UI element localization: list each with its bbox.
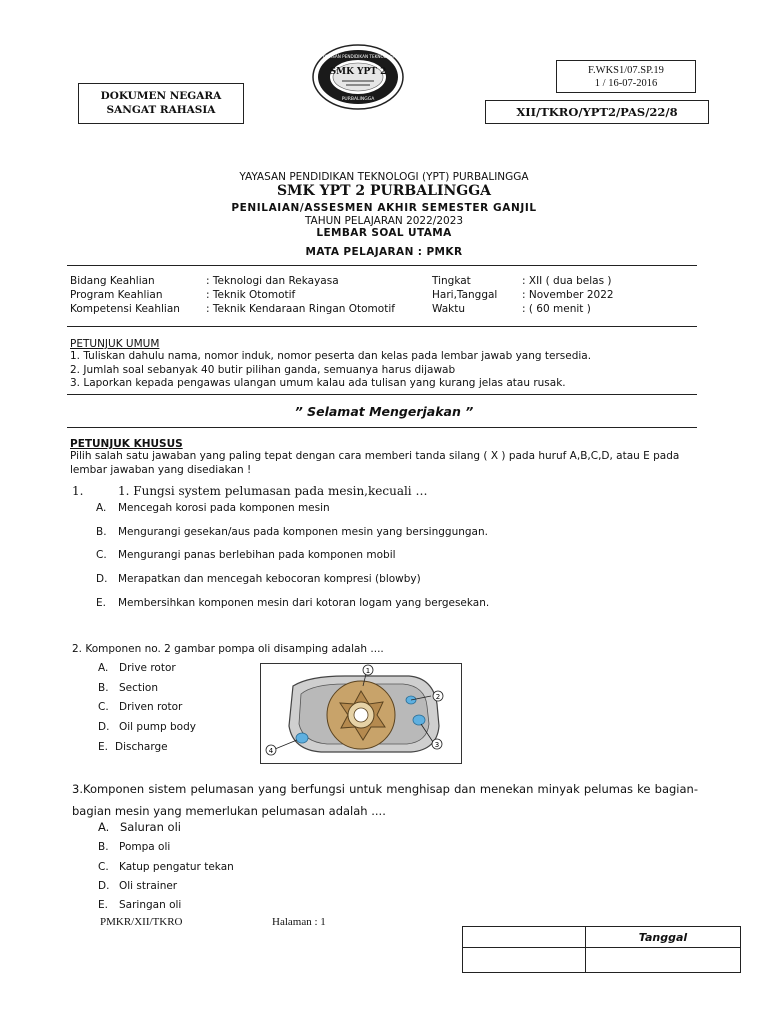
svg-text:PURBALINGGA: PURBALINGGA xyxy=(341,97,375,102)
divider xyxy=(67,394,697,395)
svg-text:YAYASAN PENDIDIKAN TEKNOLOGI: YAYASAN PENDIDIKAN TEKNOLOGI xyxy=(322,54,394,59)
q1-option-c[interactable]: C. Mengurangi panas berlebihan pada komponen mobil xyxy=(96,549,396,561)
school-name: SMK YPT 2 PURBALINGGA xyxy=(276,183,492,199)
info-label: Waktu xyxy=(432,303,465,315)
q3-option-e[interactable]: E. Saringan oli xyxy=(98,899,182,911)
special-instructions-text: Pilih salah satu jawaban yang paling tepat dengan cara memberi tanda silang ( X ) pada huruf A,B,C,D, atau E pada lembar jawaban yang disediakan ! xyxy=(70,450,680,476)
question-1 xyxy=(72,484,427,498)
info-value: : November 2022 xyxy=(522,289,614,301)
q2-option-a[interactable]: A. Drive rotor xyxy=(98,662,176,674)
question-text: 1. Fungsi system pelumasan pada mesin,kecuali … xyxy=(118,484,428,498)
footer-code: PMKR/XII/TKRO xyxy=(100,916,183,928)
oil-pump-figure xyxy=(260,663,462,764)
q1-option-d[interactable]: D. Merapatkan dan mencegah kebocoran kompresi (blowby) xyxy=(96,573,421,585)
info-value: : ( 60 menit ) xyxy=(522,303,591,315)
question-3-text: 3.Komponen sistem pelumasan yang berfungsi untuk menghisap dan menekan minyak pelumas ke bagian-bagian mesin yang memerlukan pelumasan adalah .... xyxy=(72,782,698,818)
divider xyxy=(67,326,697,327)
q2-option-b[interactable]: B. Section xyxy=(98,682,159,694)
info-left xyxy=(70,274,395,316)
q3-option-a[interactable]: A. Saluran oli xyxy=(98,820,181,834)
svg-text:SMK YPT 2: SMK YPT 2 xyxy=(329,67,387,77)
divider xyxy=(67,265,697,266)
info-row-hari-tanggal xyxy=(432,288,614,302)
q1-option-e[interactable]: E. Membersihkan komponen mesin dari kotoran logam yang bergesekan. xyxy=(96,597,490,609)
footer-page-number: Halaman : 1 xyxy=(272,916,326,928)
svg-text:3: 3 xyxy=(434,741,440,749)
info-row-tingkat xyxy=(432,274,614,288)
info-label: Tingkat xyxy=(432,275,471,287)
instruction-item: 1. Tuliskan dahulu nama, nomor induk, nomor peserta dan kelas pada lembar jawab yang tersedia. xyxy=(70,350,592,362)
dokumen-label-line1: DOKUMEN NEGARA xyxy=(100,90,222,102)
form-number: F.WKS1/07.SP.19 xyxy=(588,65,664,76)
document-code-box: XII/TKRO/YPT2/PAS/22/8 xyxy=(485,100,709,124)
info-label: Hari,Tanggal xyxy=(432,289,498,301)
info-value: : Teknik Kendaraan Ringan Otomotif xyxy=(206,303,395,315)
q2-option-e[interactable]: E. Discharge xyxy=(98,741,168,753)
info-value: : Teknik Otomotif xyxy=(206,289,296,301)
info-label: Kompetensi Keahlian xyxy=(70,303,180,315)
dokumen-label-line2: SANGAT RAHASIA xyxy=(106,104,216,116)
special-instructions-title: PETUNJUK KHUSUS xyxy=(70,438,183,450)
tanggal-header: Tanggal xyxy=(586,927,741,948)
svg-text:4: 4 xyxy=(268,747,274,755)
instruction-item: 3. Laporkan kepada pengawas ulangan umum kalau ada tulisan yang kurang jelas atau rusak. xyxy=(70,377,566,389)
instruction-item: 2. Jumlah soal sebanyak 40 butir pilihan ganda, semuanya harus dijawab xyxy=(70,363,456,376)
form-revision: 1 / 16-07-2016 xyxy=(594,78,658,89)
info-row-program xyxy=(70,288,395,302)
info-label: Bidang Keahlian xyxy=(70,275,155,287)
general-instructions-list xyxy=(70,350,591,391)
signature-cell xyxy=(463,948,586,973)
subject-title: MATA PELAJARAN : PMKR xyxy=(305,246,463,258)
signature-table xyxy=(462,926,741,973)
question-number: 1. xyxy=(72,484,84,498)
q2-option-d[interactable]: D. Oil pump body xyxy=(98,721,196,733)
form-number-box xyxy=(556,60,696,93)
svg-text:1: 1 xyxy=(365,667,371,675)
q3-option-c[interactable]: C. Katup pengatur tekan xyxy=(98,861,234,873)
divider xyxy=(67,427,697,428)
assessment-title: PENILAIAN/ASSESMEN AKHIR SEMESTER GANJIL xyxy=(231,202,537,214)
info-row-kompetensi xyxy=(70,302,395,316)
q1-option-b[interactable]: B. Mengurangi gesekan/aus pada komponen mesin yang bersinggungan. xyxy=(96,526,488,538)
svg-text:2: 2 xyxy=(435,693,441,701)
info-right xyxy=(432,274,614,316)
info-row-bidang xyxy=(70,274,395,288)
info-row-waktu xyxy=(432,302,614,316)
q3-option-b[interactable]: B. Pompa oli xyxy=(98,841,171,853)
q1-option-a[interactable]: A. Mencegah korosi pada komponen mesin xyxy=(96,502,330,514)
info-value: : Teknologi dan Rekayasa xyxy=(206,275,339,287)
general-instructions-title: PETUNJUK UMUM xyxy=(70,338,160,350)
question-2-text: 2. Komponen no. 2 gambar pompa oli disamping adalah .... xyxy=(72,643,384,655)
document-classification-box xyxy=(78,83,244,124)
info-label: Program Keahlian xyxy=(70,289,163,301)
good-luck-text: ” Selamat Mengerjakan ” xyxy=(294,404,474,419)
sheet-title: LEMBAR SOAL UTAMA xyxy=(316,227,452,239)
school-logo xyxy=(312,44,404,110)
tanggal-cell xyxy=(586,948,741,973)
info-value: : XII ( dua belas ) xyxy=(522,275,612,287)
academic-year: TAHUN PELAJARAN 2022/2023 xyxy=(304,215,464,227)
signature-cell xyxy=(463,927,586,948)
q3-option-d[interactable]: D. Oli strainer xyxy=(98,880,178,892)
foundation-name: YAYASAN PENDIDIKAN TEKNOLOGI (YPT) PURBALINGGA xyxy=(239,171,529,183)
q2-option-c[interactable]: C. Driven rotor xyxy=(98,701,183,713)
